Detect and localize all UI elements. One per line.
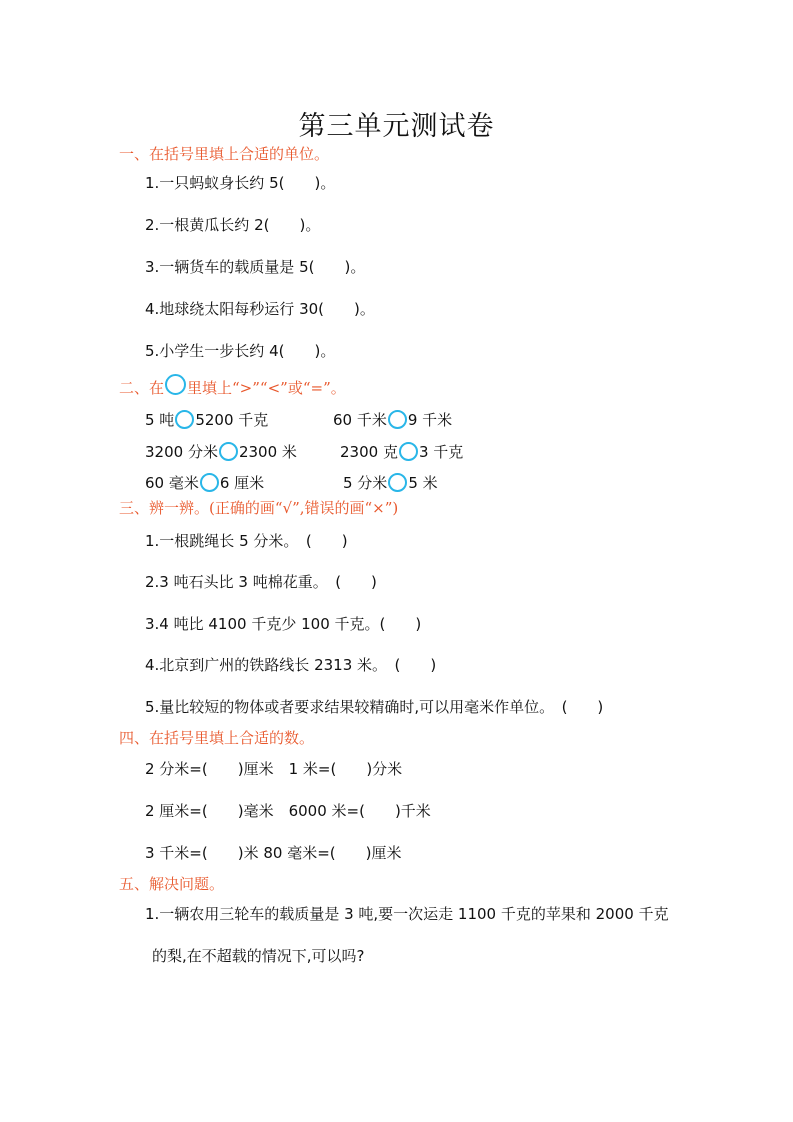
section-4-heading: 四、在括号里填上合适的数。: [119, 729, 315, 747]
section-1-item-4: 4.地球绕太阳每秒运行 30( )。: [145, 300, 375, 318]
compare-right-value: 6 厘米: [219, 474, 265, 492]
compare-blank-icon[interactable]: [388, 410, 407, 429]
compare-blank-icon[interactable]: [200, 473, 219, 492]
circle-outline-icon: [165, 374, 186, 395]
compare-row-3-right: [343, 472, 438, 493]
compare-row-3-left: [145, 472, 264, 493]
section-2-heading-before: 二、在: [119, 379, 165, 397]
section-4-item-2: 2 厘米=( )毫米 6000 米=( )千米: [145, 802, 431, 820]
section-5-item-1-line-2: 的梨,在不超载的情况下,可以吗?: [152, 947, 365, 965]
section-3-item-3: 3.4 吨比 4100 千克少 100 千克。( ): [145, 615, 422, 633]
section-2-heading-after: 里填上“>”“<”或“=”。: [187, 379, 346, 397]
compare-blank-icon[interactable]: [175, 410, 194, 429]
compare-left-value: 5 分米: [343, 474, 388, 492]
compare-left-value: 60 千米: [333, 411, 387, 429]
section-5-item-1-line-1: 1.一辆农用三轮车的载质量是 3 吨,要一次运走 1100 千克的苹果和 2000 千克: [145, 905, 669, 923]
section-1-item-1: 1.一只蚂蚁身长约 5( )。: [145, 174, 336, 192]
compare-right-value: 2300 米: [238, 443, 297, 461]
compare-blank-icon[interactable]: [219, 442, 238, 461]
compare-left-value: 60 毫米: [145, 474, 199, 492]
compare-row-1-left: [145, 409, 268, 430]
compare-left-value: 5 吨: [145, 411, 175, 429]
compare-row-2-left: [145, 441, 297, 462]
section-3-item-1: 1.一根跳绳长 5 分米。 ( ): [145, 532, 348, 550]
section-2-heading: [119, 374, 346, 398]
section-1-heading: 一、在括号里填上合适的单位。: [119, 145, 330, 163]
section-1-item-5: 5.小学生一步长约 4( )。: [145, 342, 336, 360]
section-3-item-5: 5.量比较短的物体或者要求结果较精确时,可以用毫米作单位。 ( ): [145, 698, 604, 716]
section-4-item-3: 3 千米=( )米 80 毫米=( )厘米: [145, 844, 402, 862]
section-5-heading: 五、解决问题。: [119, 875, 225, 893]
page-title: 第三单元测试卷: [298, 111, 495, 142]
compare-blank-icon[interactable]: [388, 473, 407, 492]
compare-left-value: 3200 分米: [145, 443, 218, 461]
section-3-heading: 三、辨一辨。(正确的画“√”,错误的画“×”): [119, 499, 399, 517]
compare-blank-icon[interactable]: [399, 442, 418, 461]
compare-left-value: 2300 克: [340, 443, 398, 461]
compare-right-value: 9 千米: [407, 411, 453, 429]
compare-right-value: 5200 千克: [195, 411, 269, 429]
compare-row-2-right: [340, 441, 463, 462]
section-3-item-2: 2.3 吨石头比 3 吨棉花重。 ( ): [145, 573, 377, 591]
section-4-item-1: 2 分米=( )厘米 1 米=( )分米: [145, 760, 403, 778]
compare-right-value: 5 米: [408, 474, 438, 492]
section-1-item-2: 2.一根黄瓜长约 2( )。: [145, 216, 321, 234]
compare-row-1-right: [333, 409, 452, 430]
compare-right-value: 3 千克: [418, 443, 464, 461]
section-1-item-3: 3.一辆货车的载质量是 5( )。: [145, 258, 366, 276]
section-3-item-4: 4.北京到广州的铁路线长 2313 米。 ( ): [145, 656, 437, 674]
